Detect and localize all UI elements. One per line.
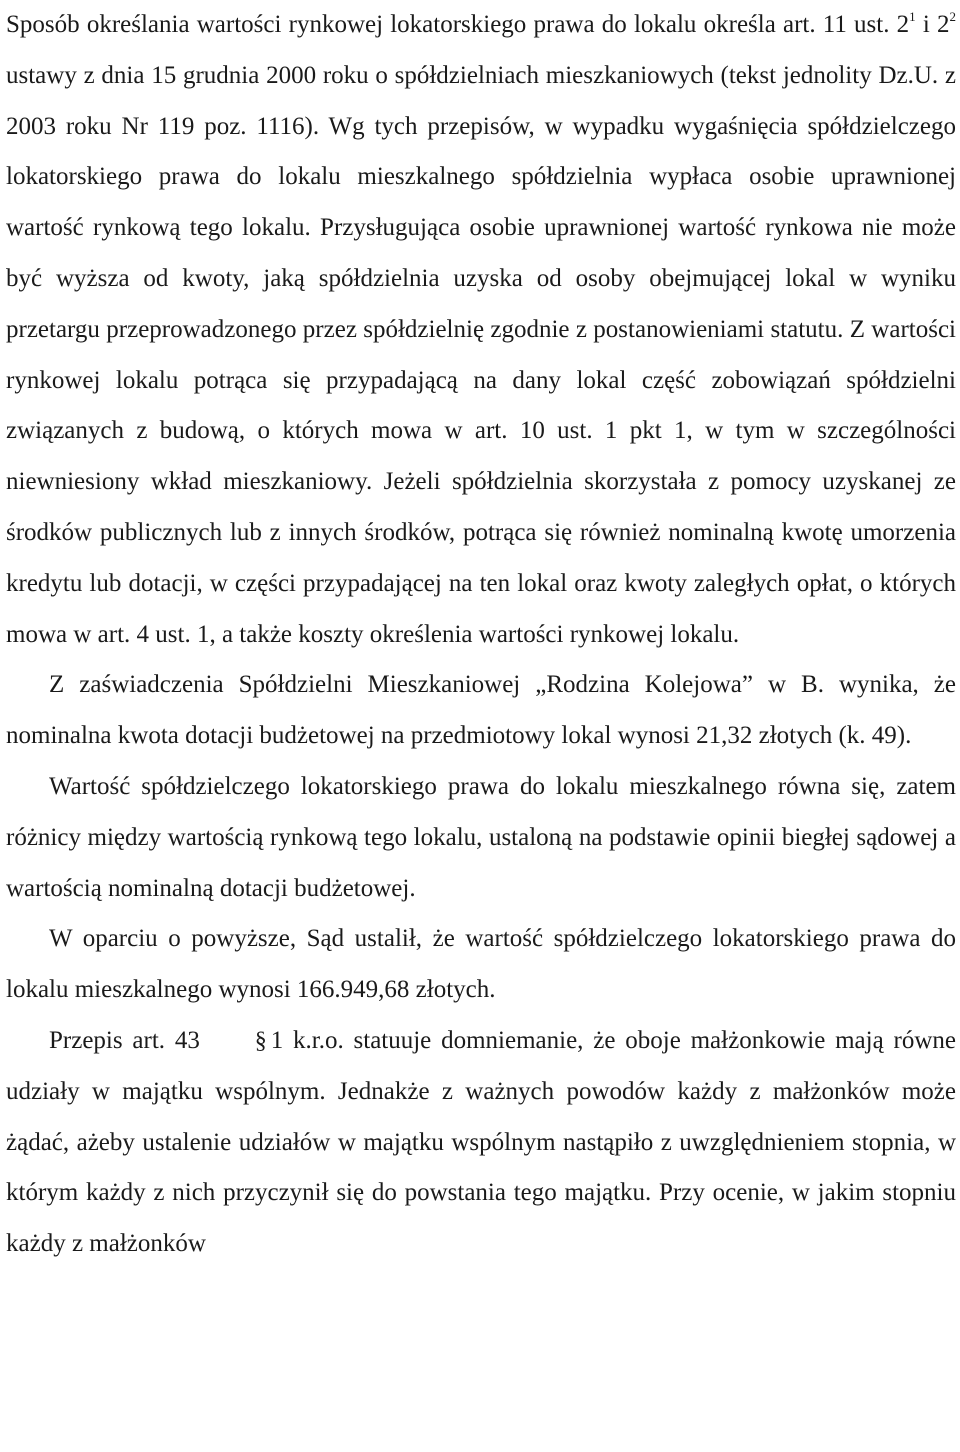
paragraph-market-value-method bbox=[6, 0, 956, 660]
document-page bbox=[6, 0, 956, 1270]
paragraph-certificate: Z zaświadczenia Spółdzielni Mieszkaniowej „Rodzina Kolejowa” w B. wynika, że nominalna kwota dotacji budżetowej na przedmiotowy lokal wynosi 21,32 złotych (k. 49). bbox=[6, 671, 956, 750]
paragraph-text: 1 k.r.o. statuuje domniemanie, że oboje małżonkowie mają równe udziały w majątku wspólnym. Jednakże z ważnych powodów każdy z małżonków może żądać, ażeby ustalenie udziałów w majątku wspólnym nastąpiło z uwzględnieniem stopnia, w którym każdy z nich przyczynił się do powstania tego majątku. Przy ocenie, w jakim stopniu każdy z małżonków bbox=[6, 1026, 956, 1258]
paragraph-court-established: W oparciu o powyższe, Sąd ustalił, że wartość spółdzielczego lokatorskiego prawa do lokalu mieszkalnego wynosi 166.949,68 złotych. bbox=[6, 925, 956, 1004]
paragraph-value-equals: Wartość spółdzielczego lokatorskiego prawa do lokalu mieszkalnego równa się, zatem różnicy między wartością rynkową tego lokalu, ustaloną na podstawie opinii biegłej sądowej a wartością nominalną dotacji budżetowej. bbox=[6, 772, 956, 902]
paragraph-equal-shares bbox=[6, 1016, 956, 1270]
superscript: 2 bbox=[949, 9, 956, 24]
superscript: 1 bbox=[909, 9, 916, 24]
paragraph-text: ustawy z dnia 15 grudnia 2000 roku o spółdzielniach mieszkaniowych (tekst jednolity Dz.U. z 2003 roku Nr 119 poz. 1116). Wg tych przepisów, w wypadku wygaśnięcia spółdzielczego lokatorskiego prawa do lokalu mieszkalnego spółdzielnia wypłaca osobie uprawnionej wartość rynkową tego lokalu. Przysługująca osobie uprawnionej wartość rynkowa nie może być wyższa od kwoty, jaką spółdzielnia uzyska od osoby obejmującej lokal w wyniku przetargu przeprowadzonego przez spółdzielnię zgodnie z postanowieniami statutu. Z wartości rynkowej lokalu potrąca się przypadającą na dany lokal część zobowiązań spółdzielni związanych z budową, o których mowa w art. 10 ust. 1 pkt 1, w tym w szczególności niewniesiony wkład mieszkaniowy. Jeżeli spółdzielnia skorzystała z pomocy uzyskanej ze środków publicznych lub z innych środków, potrąca się również nominalną kwotę umorzenia kredytu lub dotacji, w części przypadającej na ten lokal oraz kwoty zaległych opłat, o których mowa w art. 4 ust. 1, a także koszty określenia wartości rynkowej lokalu. bbox=[6, 61, 956, 648]
section-sign: § bbox=[254, 1027, 267, 1054]
paragraph-text: Sposób określania wartości rynkowej lokatorskiego prawa do lokalu określa art. 11 ust. 2 bbox=[6, 11, 910, 38]
paragraph-text: i 2 bbox=[915, 11, 950, 38]
paragraph-text: Przepis art. 43 bbox=[49, 1026, 200, 1054]
